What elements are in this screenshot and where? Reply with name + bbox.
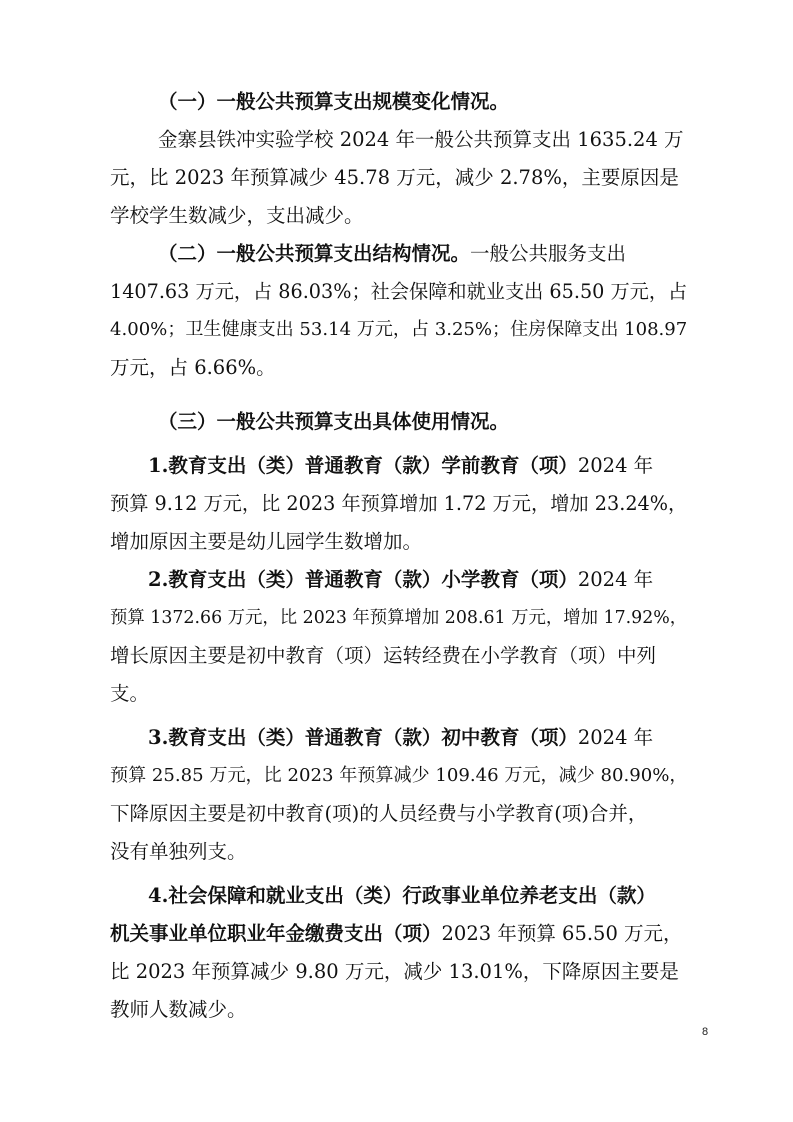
text-line: 比 2023 年预算减少 9.80 万元，减少 13.01%，下降原因主要是 [110,960,679,983]
text-line: 1407.63 万元，占 86.03%；社会保障和就业支出 65.50 万元，占 [110,280,688,303]
text-line: 支。 [110,682,150,705]
text-line: 万元，占 6.66%。 [110,356,276,379]
text-line: 没有单独列支。 [110,840,247,863]
text-line: 增加原因主要是幼儿园学生数增加。 [110,530,423,553]
text-line: 教师人数减少。 [110,998,247,1021]
item-1-heading: 1.教育支出（类）普通教育（款）学前教育（项）2024 年 [148,454,654,477]
text-line: 下降原因主要是初中教育(项)的人员经费与小学教育(项)合并， [110,802,648,825]
text-line: 预算 25.85 万元，比 2023 年预算减少 109.46 万元，减少 80.90%， [110,765,688,786]
text-line: 学校学生数减少，支出减少。 [110,204,364,227]
heading-2: （二）一般公共预算支出结构情况。一般公共服务支出 [158,242,627,265]
text-line: 机关事业单位职业年金缴费支出（项）2023 年预算 65.50 万元， [110,922,683,945]
text-line: 元，比 2023 年预算减少 45.78 万元，减少 2.78%，主要原因是 [110,166,679,189]
text-line: 预算 1372.66 万元，比 2023 年预算增加 208.61 万元，增加 17.92%， [110,608,688,628]
text-line: 增长原因主要是初中教育（项）运转经费在小学教育（项）中列 [110,644,657,667]
heading-3: （三）一般公共预算支出具体使用情况。 [158,410,510,433]
page-number: 8 [702,1026,709,1038]
item-3-heading: 3.教育支出（类）普通教育（款）初中教育（项）2024 年 [148,726,654,749]
text-line: 金寨县铁冲实验学校 2024 年一般公共预算支出 1635.24 万 [158,128,684,151]
text-line: 4.00%；卫生健康支出 53.14 万元，占 3.25%；住房保障支出 108.97 [110,319,688,340]
item-4-heading: 4.社会保障和就业支出（类）行政事业单位养老支出（款） [148,884,656,907]
text-line: 预算 9.12 万元，比 2023 年预算增加 1.72 万元，增加 23.24%， [110,492,688,515]
heading-1: （一）一般公共预算支出规模变化情况。 [158,90,510,113]
item-2-heading: 2.教育支出（类）普通教育（款）小学教育（项）2024 年 [148,568,654,591]
